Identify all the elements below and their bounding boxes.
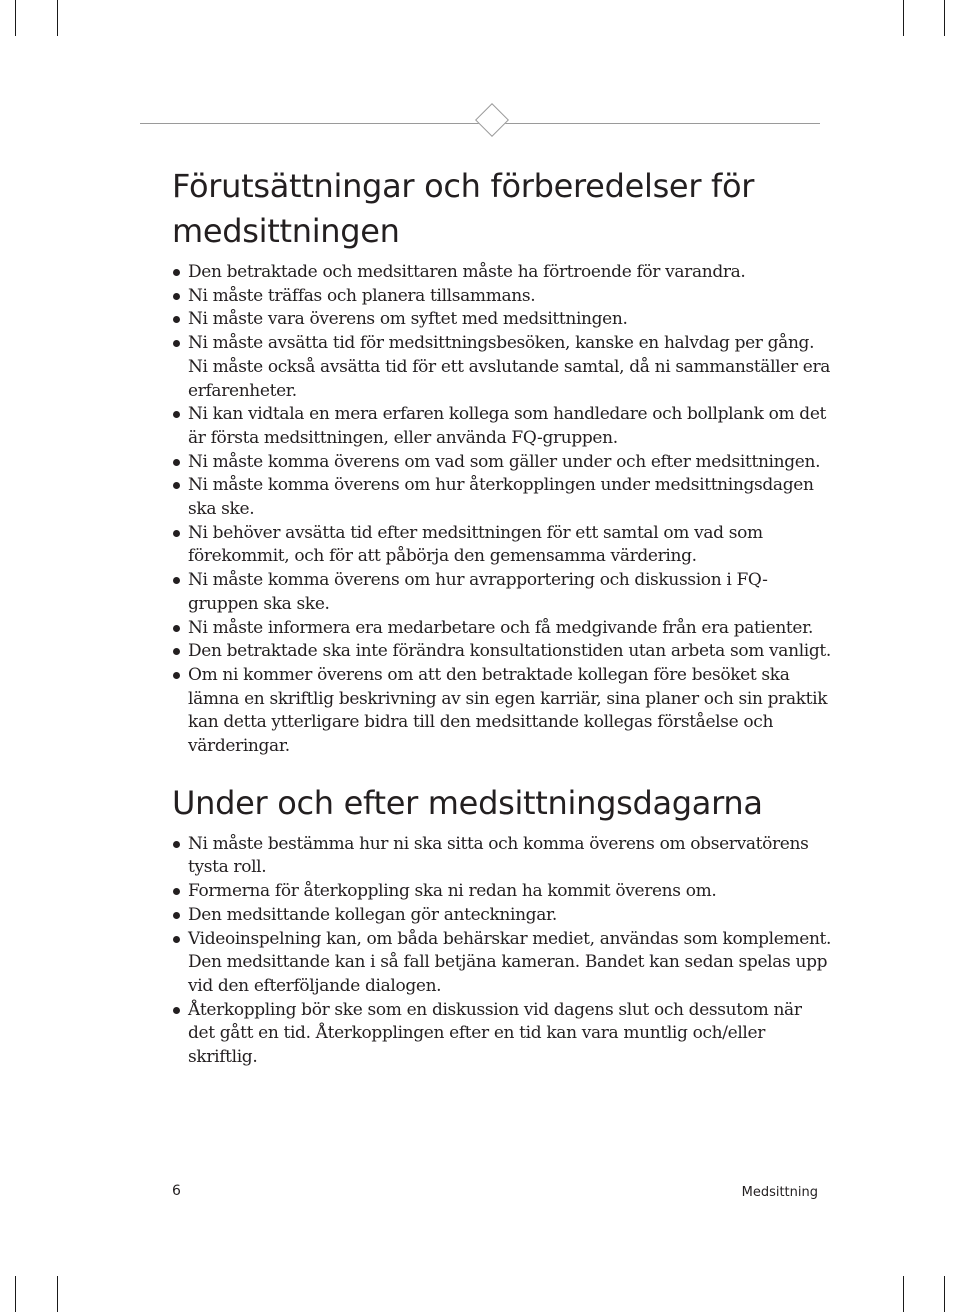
list-item: Den betraktade ska inte förändra konsultationstiden utan arbeta som vanligt. [172,640,832,664]
list-item: Ni måste träffas och planera tillsammans. [172,285,832,309]
page-content [172,164,832,1070]
list-item: Ni måste komma överens om hur återkopplingen under medsittningsdagen ska ske. [172,474,832,521]
list-item: Återkoppling bör ske som en diskussion vid dagens slut och dessutom när det gått en tid. Återkopplingen efter en tid kan vara muntlig och/eller skriftlig. [172,999,832,1070]
crop-mark [944,0,945,36]
list-item: Den betraktade och medsittaren måste ha förtroende för varandra. [172,261,832,285]
bullet-list [172,261,832,759]
list-item: Formerna för återkoppling ska ni redan ha kommit överens om. [172,880,832,904]
list-item: Ni måste informera era medarbetare och få medgivande från era patienter. [172,617,832,641]
crop-mark [903,0,904,36]
list-item: Ni måste komma överens om vad som gäller under och efter medsittningen. [172,451,832,475]
list-item: Om ni kommer överens om att den betraktade kollegan före besöket ska lämna en skriftlig beskrivning av sin egen karriär, sina planer och sin praktik kan detta ytterligare bidra till den medsittande kollegas förståelse och värderingar. [172,664,832,759]
crop-mark [944,1276,945,1312]
page-number: 6 [172,1183,181,1199]
crop-mark [57,1276,58,1312]
list-item: Ni behöver avsätta tid efter medsittningen för ett samtal om vad som förekommit, och för att påbörja den gemensamma värdering. [172,522,832,569]
crop-mark [15,0,16,36]
list-item: Ni måste avsätta tid för medsittningsbesöken, kanske en halvdag per gång. Ni måste också avsätta tid för ett avslutande samtal, då ni sammanställer era erfarenheter. [172,332,832,403]
section-heading: Under och efter medsittningsdagarna [172,783,763,822]
list-item: Videoinspelning kan, om båda behärskar mediet, användas som komplement. Den medsittande kan i så fall betjäna kameran. Bandet kan sedan spelas upp vid den efterföljande dialogen. [172,928,832,999]
diamond-ornament-icon [475,103,509,137]
running-title: Medsittning [741,1185,818,1200]
list-item: Ni kan vidtala en mera erfaren kollega som handledare och bollplank om det är första medsittningen, eller använda FQ-gruppen. [172,403,832,450]
crop-mark [903,1276,904,1312]
crop-mark [57,0,58,36]
list-item: Ni måste komma överens om hur avrapportering och diskussion i FQ-gruppen ska ske. [172,569,832,616]
section-heading: Förutsättningar och förberedelser för medsittningen [172,167,755,250]
list-item: Ni måste bestämma hur ni ska sitta och komma överens om observatörens tysta roll. [172,833,832,880]
bullet-list [172,833,832,1070]
list-item: Den medsittande kollegan gör anteckningar. [172,904,832,928]
list-item: Ni måste vara överens om syftet med medsittningen. [172,308,832,332]
crop-mark [15,1276,16,1312]
